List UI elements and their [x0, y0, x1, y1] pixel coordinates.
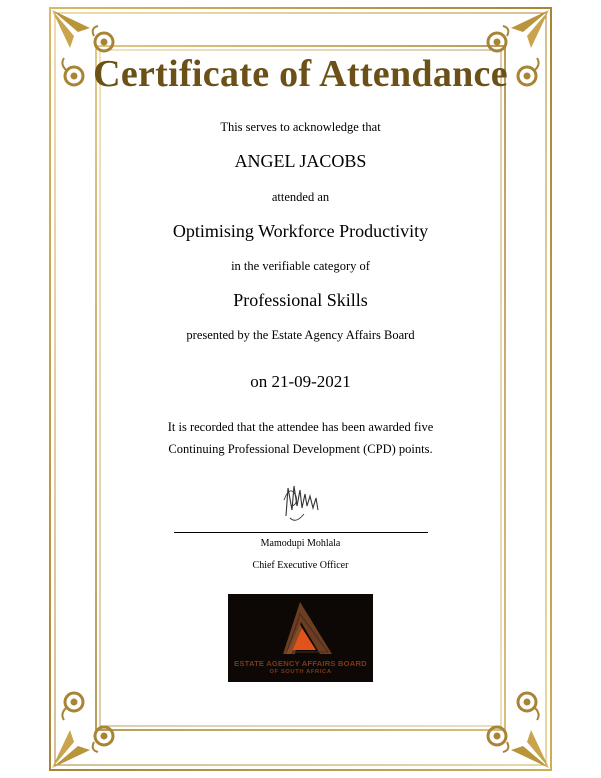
course-name: Optimising Workforce Productivity [172, 221, 429, 241]
signature-image [266, 480, 326, 526]
corner-ornament-bottom-right [481, 680, 551, 770]
category-intro-text: in the verifiable category of [231, 259, 370, 273]
cpd-record-line-2: Continuing Professional Development (CPD) points. [168, 442, 433, 456]
signatory-title: Chief Executive Officer [252, 560, 349, 571]
cpd-record-line-1: It is recorded that the attendee has been awarded five [167, 420, 434, 434]
signature-line [174, 532, 428, 533]
attendance-date: on 21-09-2021 [250, 372, 351, 391]
certificate-title: Certificate of Attendance [93, 53, 508, 95]
attendee-name: ANGEL JACOBS [234, 151, 367, 171]
signatory-name: Mamodupi Mohlala [260, 538, 341, 549]
corner-ornament-bottom-left [50, 680, 120, 770]
presented-by-text: presented by the Estate Agency Affairs Board [186, 328, 415, 342]
attended-text: attended an [271, 190, 330, 204]
logo-line-1: ESTATE AGENCY AFFAIRS BOARD [234, 659, 367, 668]
intro-text: This serves to acknowledge that [220, 120, 381, 134]
category-name: Professional Skills [233, 290, 368, 310]
eaab-logo [228, 594, 373, 682]
logo-line-2: OF SOUTH AFRICA [269, 669, 332, 675]
